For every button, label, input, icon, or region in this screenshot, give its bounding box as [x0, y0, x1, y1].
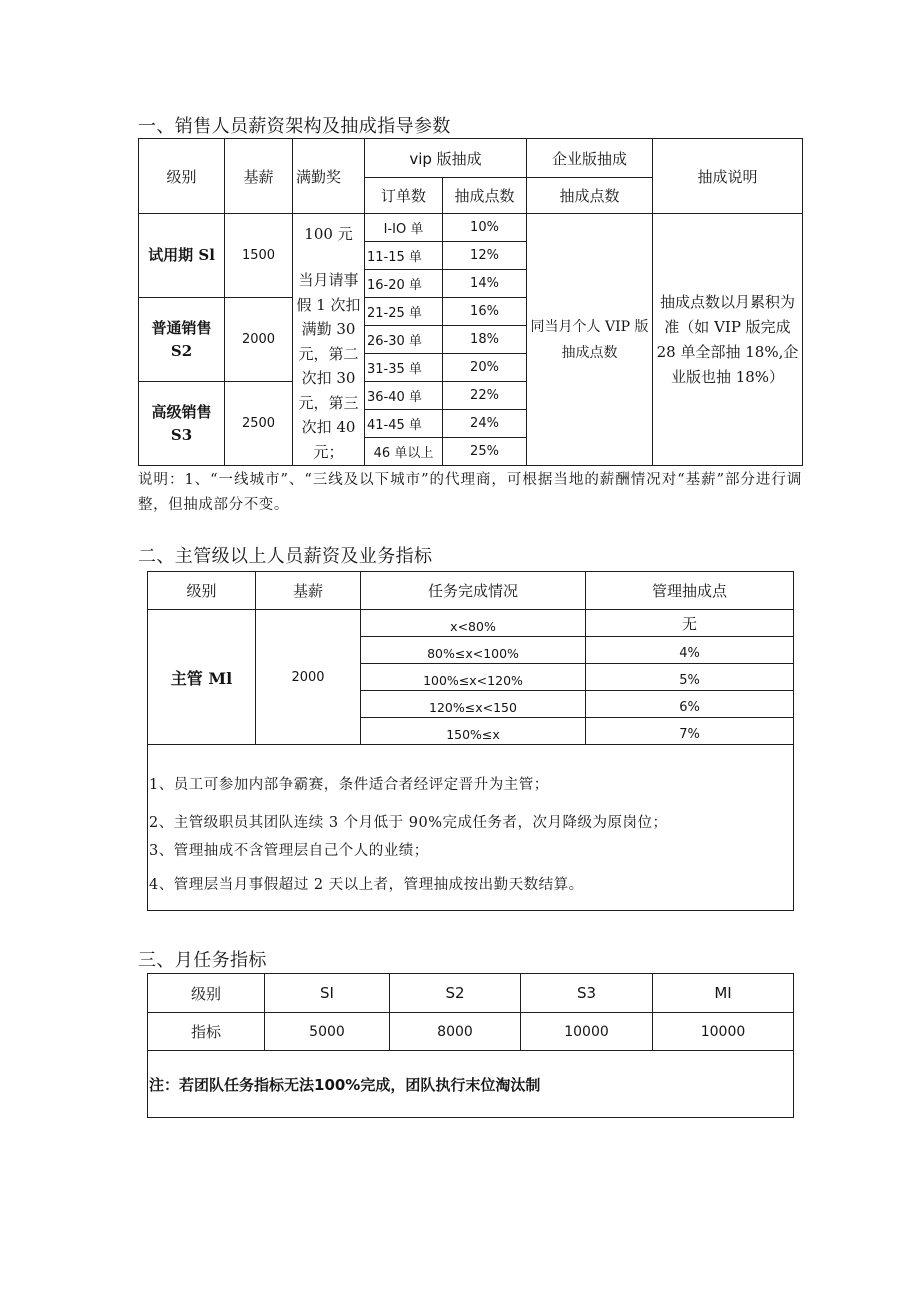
header-level: 级别: [148, 572, 256, 610]
manager-notes: [148, 745, 793, 896]
header-level: 级别: [148, 974, 265, 1013]
level-code-s1: SI: [265, 974, 390, 1013]
tier-orders: 31-35 单: [365, 354, 443, 382]
header-level: 级别: [139, 139, 225, 214]
tier-points: 22%: [443, 382, 527, 410]
manager-note: 1、员工可参加内部争霸赛，条件适合者经评定晋升为主管；: [149, 777, 549, 793]
sales-section-title: 一、销售人员薪资架构及抽成指导参数: [138, 116, 451, 137]
tier-orders: 21-25 单: [365, 298, 443, 326]
level-cell-senior: [139, 382, 225, 466]
level-code: S3: [170, 425, 193, 444]
tier-points: 18%: [443, 326, 527, 354]
completion-range: x<80%: [361, 610, 586, 637]
level-code-s3: S3: [521, 974, 653, 1013]
level-label: 高级销售: [151, 402, 212, 421]
level-code: Sl: [198, 246, 215, 264]
tier-orders: 41-45 单: [365, 410, 443, 438]
target-value-s3: 10000: [521, 1013, 653, 1051]
base-salary-value: 2500: [225, 382, 293, 466]
manager-section-title: 二、主管级以上人员薪资及业务指标: [138, 546, 433, 567]
header-task-completion: 任务完成情况: [361, 572, 586, 610]
level-cell-probation: [139, 214, 225, 298]
tier-points: 10%: [443, 214, 527, 242]
tier-orders: 26-30 单: [365, 326, 443, 354]
tier-orders: 46 单以上: [365, 438, 443, 466]
level-cell-supervisor: [148, 610, 256, 745]
tier-points: 20%: [443, 354, 527, 382]
target-value-m1: 10000: [653, 1013, 794, 1051]
tier-orders: 11-15 单: [365, 242, 443, 270]
commission-note-text: 抽成点数以月累积为准（如 VIP 版完成 28 单全部抽 18%,企业版也抽 18%）: [653, 214, 803, 466]
enterprise-points-text: 同当月个人 VIP 版抽成点数: [527, 214, 653, 466]
header-vip-points: 抽成点数: [443, 178, 527, 214]
management-commission-value: 5%: [586, 664, 794, 691]
header-enterprise-points: 抽成点数: [527, 178, 653, 214]
header-attendance-bonus: 满勤奖: [293, 139, 365, 214]
base-salary-value: 1500: [225, 214, 293, 298]
completion-range: 120%≤x<150: [361, 691, 586, 718]
management-commission-value: 无: [586, 610, 794, 637]
tier-orders: 16-20 单: [365, 270, 443, 298]
management-commission-value: 6%: [586, 691, 794, 718]
header-enterprise-commission: 企业版抽成: [527, 139, 653, 178]
completion-range: 100%≤x<120%: [361, 664, 586, 691]
monthly-section-title: 三、月任务指标: [138, 950, 267, 971]
tier-points: 25%: [443, 438, 527, 466]
level-label: 试用期: [148, 246, 194, 264]
attendance-bonus-cell: [293, 214, 365, 466]
tier-points: 16%: [443, 298, 527, 326]
level-code-s2: S2: [390, 974, 521, 1013]
completion-range: 150%≤x: [361, 718, 586, 745]
level-code: Ml: [208, 668, 233, 688]
header-base-salary: 基薪: [256, 572, 361, 610]
attendance-bonus-rule: 当月请事假 1 次扣满勤 30 元，第二次扣 30 元，第三次扣 40 元；: [296, 271, 361, 461]
tier-points: 24%: [443, 410, 527, 438]
header-vip-commission: vip 版抽成: [365, 139, 527, 178]
sales-salary-table: [138, 138, 803, 466]
attendance-bonus-amount: 100 元: [304, 225, 353, 243]
management-commission-value: 4%: [586, 637, 794, 664]
base-salary-value: 2000: [256, 610, 361, 745]
header-base-salary: 基薪: [225, 139, 293, 214]
completion-range: 80%≤x<100%: [361, 637, 586, 664]
monthly-note: 注：若团队任务指标无法100%完成，团队执行末位淘汰制: [148, 1051, 794, 1118]
level-label: 普通销售: [151, 318, 212, 337]
tier-orders: I-IO 单: [365, 214, 443, 242]
level-code-m1: MI: [653, 974, 794, 1013]
manager-note: 4、管理层当月事假超过 2 天以上者，管理抽成按出勤天数结算。: [149, 877, 584, 893]
base-salary-value: 2000: [225, 298, 293, 382]
target-value-s2: 8000: [390, 1013, 521, 1051]
target-label: 指标: [148, 1013, 265, 1051]
header-management-commission: 管理抽成点: [586, 572, 794, 610]
header-commission-note: 抽成说明: [653, 139, 803, 214]
manager-note: 3、管理抽成不含管理层自己个人的业绩；: [149, 843, 429, 859]
tier-points: 12%: [443, 242, 527, 270]
manager-notes-cell: [148, 745, 794, 911]
monthly-target-table: [147, 973, 794, 1118]
header-order-count: 订单数: [365, 178, 443, 214]
level-code: S2: [170, 341, 193, 360]
sales-remark: 说明：1、“一线城市”、“三线及以下城市”的代理商，可根据当地的薪酬情况对“基薪”部分进行调整，但抽成部分不变。: [138, 472, 802, 513]
manager-salary-table: [147, 571, 794, 911]
management-commission-value: 7%: [586, 718, 794, 745]
tier-points: 14%: [443, 270, 527, 298]
tier-orders: 36-40 单: [365, 382, 443, 410]
manager-note: 2、主管级职员其团队连续 3 个月低于 90%完成任务者，次月降级为原岗位；: [149, 815, 668, 831]
target-value-s1: 5000: [265, 1013, 390, 1051]
level-label: 主管: [170, 668, 203, 688]
level-cell-regular: [139, 298, 225, 382]
